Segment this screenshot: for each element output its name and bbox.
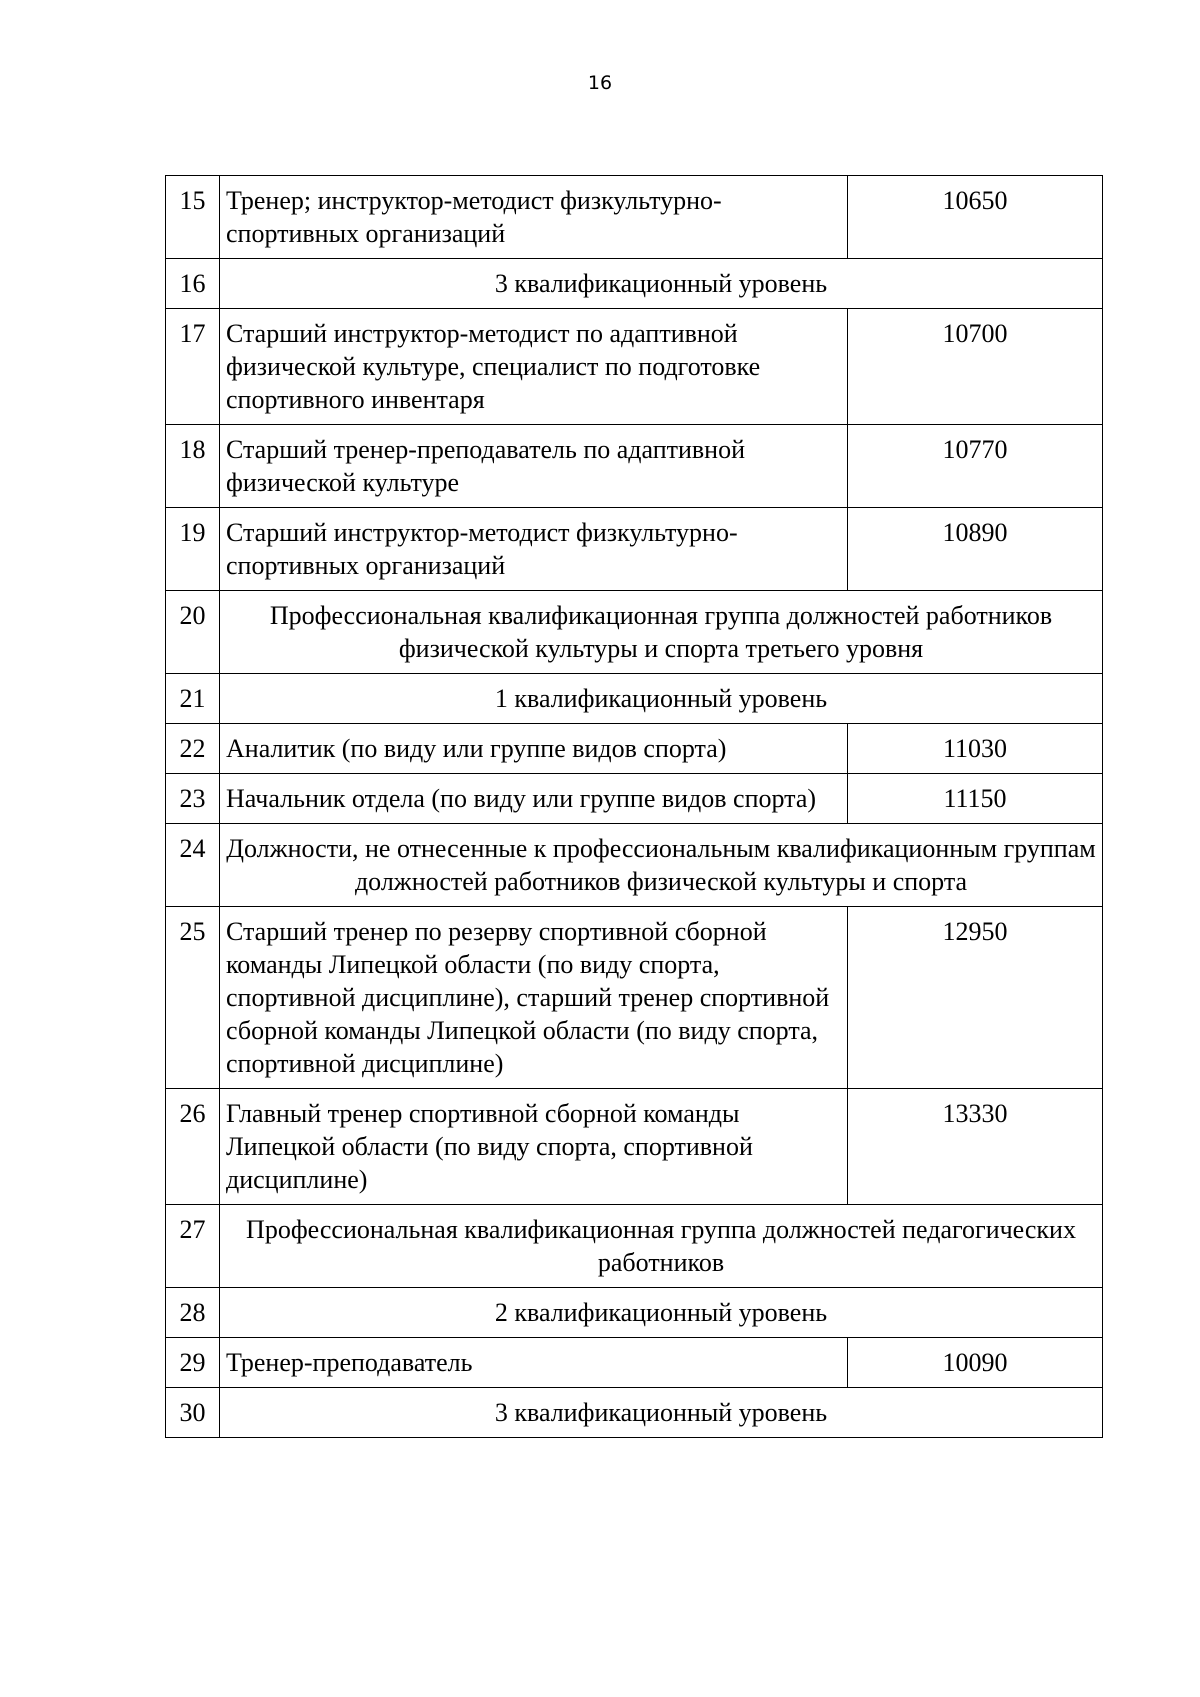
salary-value: 13330 bbox=[848, 1089, 1103, 1205]
table-row bbox=[166, 425, 1103, 508]
salary-value: 10770 bbox=[848, 425, 1103, 508]
section-heading: Профессиональная квалификационная группа должностей педагогических работников bbox=[220, 1205, 1103, 1288]
section-heading: Профессиональная квалификационная группа должностей работников физической культуры и спорта третьего уровня bbox=[220, 591, 1103, 674]
position-name: Аналитик (по виду или группе видов спорта) bbox=[220, 724, 848, 774]
position-name: Главный тренер спортивной сборной команды Липецкой области (по виду спорта, спортивной дисциплине) bbox=[220, 1089, 848, 1205]
row-number: 26 bbox=[166, 1089, 220, 1205]
row-number: 28 bbox=[166, 1288, 220, 1338]
row-number: 20 bbox=[166, 591, 220, 674]
position-name: Старший тренер-преподаватель по адаптивной физической культуре bbox=[220, 425, 848, 508]
table-row bbox=[166, 1388, 1103, 1438]
table-row bbox=[166, 176, 1103, 259]
row-number: 19 bbox=[166, 508, 220, 591]
row-number: 18 bbox=[166, 425, 220, 508]
row-number: 23 bbox=[166, 774, 220, 824]
position-name: Начальник отдела (по виду или группе видов спорта) bbox=[220, 774, 848, 824]
section-heading: 1 квалификационный уровень bbox=[220, 674, 1103, 724]
row-number: 30 bbox=[166, 1388, 220, 1438]
position-name: Старший инструктор-методист физкультурно-спортивных организаций bbox=[220, 508, 848, 591]
section-heading: 3 квалификационный уровень bbox=[220, 1388, 1103, 1438]
row-number: 29 bbox=[166, 1338, 220, 1388]
table-row bbox=[166, 907, 1103, 1089]
salary-value: 10650 bbox=[848, 176, 1103, 259]
position-name: Тренер-преподаватель bbox=[220, 1338, 848, 1388]
row-number: 21 bbox=[166, 674, 220, 724]
section-heading: Должности, не отнесенные к профессиональным квалификационным группам должностей работников физической культуры и спорта bbox=[220, 824, 1103, 907]
row-number: 15 bbox=[166, 176, 220, 259]
table-row bbox=[166, 1338, 1103, 1388]
table-row bbox=[166, 774, 1103, 824]
table-row bbox=[166, 1288, 1103, 1338]
position-name: Старший тренер по резерву спортивной сборной команды Липецкой области (по виду спорта, спортивной дисциплине), старший тренер спортивной сборной команды Липецкой области (по виду спорта, спортивной дисциплине) bbox=[220, 907, 848, 1089]
table-row bbox=[166, 259, 1103, 309]
row-number: 17 bbox=[166, 309, 220, 425]
row-number: 16 bbox=[166, 259, 220, 309]
table-row bbox=[166, 508, 1103, 591]
salary-value: 10090 bbox=[848, 1338, 1103, 1388]
table-row bbox=[166, 674, 1103, 724]
section-heading: 3 квалификационный уровень bbox=[220, 259, 1103, 309]
salary-value: 10890 bbox=[848, 508, 1103, 591]
table-row bbox=[166, 1205, 1103, 1288]
position-name: Тренер; инструктор-методист физкультурно-спортивных организаций bbox=[220, 176, 848, 259]
page-number: 16 bbox=[587, 72, 613, 94]
salary-value: 11150 bbox=[848, 774, 1103, 824]
position-name: Старший инструктор-методист по адаптивной физической культуре, специалист по подготовке спортивного инвентаря bbox=[220, 309, 848, 425]
table-row bbox=[166, 724, 1103, 774]
row-number: 24 bbox=[166, 824, 220, 907]
table-row bbox=[166, 309, 1103, 425]
table-row bbox=[166, 591, 1103, 674]
salary-value: 11030 bbox=[848, 724, 1103, 774]
row-number: 22 bbox=[166, 724, 220, 774]
salary-table bbox=[165, 175, 1103, 1438]
salary-value: 12950 bbox=[848, 907, 1103, 1089]
table-row bbox=[166, 1089, 1103, 1205]
table-row bbox=[166, 824, 1103, 907]
row-number: 27 bbox=[166, 1205, 220, 1288]
row-number: 25 bbox=[166, 907, 220, 1089]
salary-value: 10700 bbox=[848, 309, 1103, 425]
section-heading: 2 квалификационный уровень bbox=[220, 1288, 1103, 1338]
